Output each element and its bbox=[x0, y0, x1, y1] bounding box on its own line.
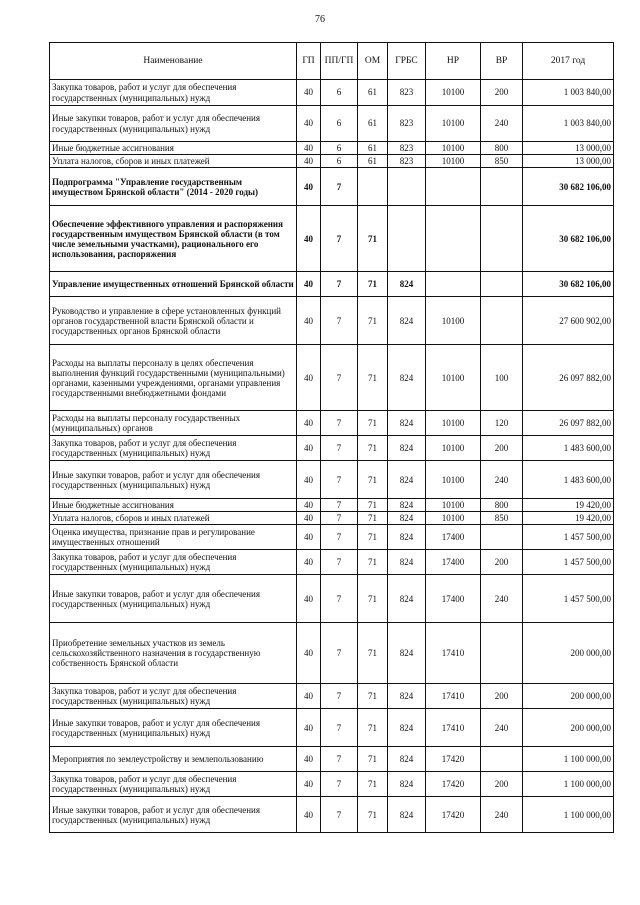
cell-gp: 40 bbox=[297, 436, 321, 461]
cell-om: 71 bbox=[358, 411, 388, 436]
cell-nr: 10100 bbox=[426, 142, 481, 155]
cell-nr: 17400 bbox=[426, 575, 481, 623]
cell-vr: 240 bbox=[481, 106, 523, 142]
table-row bbox=[50, 155, 614, 168]
cell-gp: 40 bbox=[297, 772, 321, 797]
cell-name: Закупка товаров, работ и услуг для обеспечения государственных (муниципальных) нужд bbox=[50, 684, 297, 709]
cell-vr bbox=[481, 525, 523, 550]
cell-om: 71 bbox=[358, 550, 388, 575]
cell-ppgp: 7 bbox=[321, 168, 358, 206]
table-row bbox=[50, 623, 614, 684]
table-row bbox=[50, 709, 614, 747]
cell-om: 61 bbox=[358, 80, 388, 106]
cell-om: 71 bbox=[358, 345, 388, 411]
cell-ppgp: 6 bbox=[321, 106, 358, 142]
cell-vr: 120 bbox=[481, 411, 523, 436]
cell-vr: 200 bbox=[481, 550, 523, 575]
cell-sum: 1 100 000,00 bbox=[523, 747, 614, 772]
cell-nr: 10100 bbox=[426, 411, 481, 436]
header-nr: НР bbox=[426, 43, 481, 80]
cell-ppgp: 7 bbox=[321, 623, 358, 684]
cell-grbs: 824 bbox=[388, 623, 426, 684]
cell-nr: 17420 bbox=[426, 772, 481, 797]
cell-ppgp: 7 bbox=[321, 797, 358, 833]
table-body bbox=[50, 80, 614, 833]
cell-om: 71 bbox=[358, 272, 388, 297]
cell-vr bbox=[481, 168, 523, 206]
cell-om: 71 bbox=[358, 512, 388, 525]
cell-vr: 200 bbox=[481, 772, 523, 797]
cell-gp: 40 bbox=[297, 461, 321, 499]
cell-name: Подпрограмма "Управление государственным имуществом Брянской области" (2014 - 2020 годы) bbox=[50, 168, 297, 206]
cell-sum: 30 682 106,00 bbox=[523, 272, 614, 297]
cell-nr bbox=[426, 206, 481, 272]
cell-ppgp: 7 bbox=[321, 461, 358, 499]
cell-ppgp: 7 bbox=[321, 550, 358, 575]
cell-vr: 800 bbox=[481, 499, 523, 512]
cell-om: 71 bbox=[358, 684, 388, 709]
cell-ppgp: 7 bbox=[321, 575, 358, 623]
cell-grbs: 824 bbox=[388, 436, 426, 461]
cell-sum: 1 457 500,00 bbox=[523, 575, 614, 623]
cell-gp: 40 bbox=[297, 525, 321, 550]
table-row bbox=[50, 512, 614, 525]
cell-grbs: 823 bbox=[388, 106, 426, 142]
cell-ppgp: 7 bbox=[321, 512, 358, 525]
cell-name: Иные бюджетные ассигнования bbox=[50, 499, 297, 512]
cell-grbs: 824 bbox=[388, 772, 426, 797]
cell-om: 71 bbox=[358, 709, 388, 747]
table-row bbox=[50, 550, 614, 575]
cell-gp: 40 bbox=[297, 623, 321, 684]
cell-vr bbox=[481, 297, 523, 345]
table-row bbox=[50, 411, 614, 436]
cell-vr: 200 bbox=[481, 684, 523, 709]
cell-om: 71 bbox=[358, 499, 388, 512]
cell-sum: 19 420,00 bbox=[523, 499, 614, 512]
cell-grbs: 824 bbox=[388, 512, 426, 525]
cell-vr: 240 bbox=[481, 461, 523, 499]
cell-gp: 40 bbox=[297, 684, 321, 709]
cell-name: Закупка товаров, работ и услуг для обеспечения государственных (муниципальных) нужд bbox=[50, 436, 297, 461]
cell-vr bbox=[481, 747, 523, 772]
cell-nr: 10100 bbox=[426, 461, 481, 499]
table-row bbox=[50, 461, 614, 499]
cell-nr: 17400 bbox=[426, 550, 481, 575]
cell-vr: 800 bbox=[481, 142, 523, 155]
table-row bbox=[50, 345, 614, 411]
cell-grbs: 824 bbox=[388, 272, 426, 297]
cell-vr: 240 bbox=[481, 575, 523, 623]
cell-om: 61 bbox=[358, 106, 388, 142]
cell-gp: 40 bbox=[297, 155, 321, 168]
cell-vr: 100 bbox=[481, 345, 523, 411]
cell-nr bbox=[426, 168, 481, 206]
cell-name: Закупка товаров, работ и услуг для обеспечения государственных (муниципальных) нужд bbox=[50, 80, 297, 106]
header-vr: ВР bbox=[481, 43, 523, 80]
cell-om: 61 bbox=[358, 142, 388, 155]
cell-om: 61 bbox=[358, 155, 388, 168]
cell-om bbox=[358, 168, 388, 206]
cell-sum: 200 000,00 bbox=[523, 623, 614, 684]
cell-grbs bbox=[388, 206, 426, 272]
cell-nr: 10100 bbox=[426, 499, 481, 512]
cell-nr: 10100 bbox=[426, 436, 481, 461]
cell-gp: 40 bbox=[297, 797, 321, 833]
cell-grbs: 824 bbox=[388, 747, 426, 772]
cell-sum: 30 682 106,00 bbox=[523, 168, 614, 206]
cell-grbs: 824 bbox=[388, 345, 426, 411]
cell-om: 71 bbox=[358, 297, 388, 345]
table-row bbox=[50, 272, 614, 297]
cell-ppgp: 7 bbox=[321, 499, 358, 512]
cell-grbs: 824 bbox=[388, 550, 426, 575]
cell-grbs: 824 bbox=[388, 499, 426, 512]
cell-vr bbox=[481, 206, 523, 272]
cell-gp: 40 bbox=[297, 345, 321, 411]
cell-gp: 40 bbox=[297, 512, 321, 525]
cell-nr: 17400 bbox=[426, 525, 481, 550]
cell-ppgp: 7 bbox=[321, 709, 358, 747]
table-row bbox=[50, 575, 614, 623]
cell-om: 71 bbox=[358, 525, 388, 550]
table-row bbox=[50, 80, 614, 106]
cell-ppgp: 7 bbox=[321, 345, 358, 411]
cell-grbs: 824 bbox=[388, 525, 426, 550]
cell-ppgp: 7 bbox=[321, 747, 358, 772]
cell-name: Уплата налогов, сборов и иных платежей bbox=[50, 512, 297, 525]
cell-om: 71 bbox=[358, 797, 388, 833]
cell-nr: 17420 bbox=[426, 747, 481, 772]
cell-name: Иные бюджетные ассигнования bbox=[50, 142, 297, 155]
cell-ppgp: 7 bbox=[321, 436, 358, 461]
cell-gp: 40 bbox=[297, 272, 321, 297]
table-row bbox=[50, 684, 614, 709]
cell-grbs: 824 bbox=[388, 797, 426, 833]
cell-sum: 13 000,00 bbox=[523, 155, 614, 168]
cell-om: 71 bbox=[358, 461, 388, 499]
cell-name: Управление имущественных отношений Брянской области bbox=[50, 272, 297, 297]
cell-om: 71 bbox=[358, 206, 388, 272]
cell-om: 71 bbox=[358, 623, 388, 684]
cell-vr bbox=[481, 623, 523, 684]
cell-nr: 17410 bbox=[426, 684, 481, 709]
cell-name: Расходы на выплаты персоналу в целях обеспечения выполнения функций государственными (муниципальными) органами, казенными учреждениями, органами управления государственными внебюджетными фондами bbox=[50, 345, 297, 411]
cell-ppgp: 7 bbox=[321, 272, 358, 297]
cell-gp: 40 bbox=[297, 747, 321, 772]
cell-name: Иные закупки товаров, работ и услуг для обеспечения государственных (муниципальных) нужд bbox=[50, 797, 297, 833]
table-row bbox=[50, 797, 614, 833]
table-row bbox=[50, 747, 614, 772]
cell-om: 71 bbox=[358, 772, 388, 797]
cell-vr: 850 bbox=[481, 155, 523, 168]
cell-grbs: 824 bbox=[388, 411, 426, 436]
cell-ppgp: 7 bbox=[321, 525, 358, 550]
cell-sum: 27 600 902,00 bbox=[523, 297, 614, 345]
cell-gp: 40 bbox=[297, 206, 321, 272]
cell-ppgp: 6 bbox=[321, 155, 358, 168]
cell-gp: 40 bbox=[297, 142, 321, 155]
cell-grbs: 823 bbox=[388, 80, 426, 106]
header-grbs: ГРБС bbox=[388, 43, 426, 80]
cell-gp: 40 bbox=[297, 575, 321, 623]
cell-ppgp: 7 bbox=[321, 297, 358, 345]
cell-nr: 10100 bbox=[426, 512, 481, 525]
cell-name: Иные закупки товаров, работ и услуг для обеспечения государственных (муниципальных) нужд bbox=[50, 709, 297, 747]
cell-gp: 40 bbox=[297, 550, 321, 575]
table-row bbox=[50, 106, 614, 142]
cell-nr: 17410 bbox=[426, 709, 481, 747]
table-row bbox=[50, 772, 614, 797]
cell-name: Приобретение земельных участков из земель сельскохозяйственного назначения в государственную собственность Брянской области bbox=[50, 623, 297, 684]
cell-name: Уплата налогов, сборов и иных платежей bbox=[50, 155, 297, 168]
cell-grbs: 824 bbox=[388, 297, 426, 345]
cell-grbs: 823 bbox=[388, 142, 426, 155]
budget-table bbox=[49, 42, 614, 833]
cell-sum: 1 100 000,00 bbox=[523, 772, 614, 797]
cell-sum: 200 000,00 bbox=[523, 709, 614, 747]
cell-ppgp: 6 bbox=[321, 142, 358, 155]
header-ppgp: ПП/ГП bbox=[321, 43, 358, 80]
cell-grbs: 824 bbox=[388, 575, 426, 623]
cell-sum: 1 457 500,00 bbox=[523, 550, 614, 575]
cell-gp: 40 bbox=[297, 709, 321, 747]
cell-sum: 1 003 840,00 bbox=[523, 106, 614, 142]
table-row bbox=[50, 206, 614, 272]
cell-gp: 40 bbox=[297, 499, 321, 512]
cell-nr: 17420 bbox=[426, 797, 481, 833]
cell-sum: 13 000,00 bbox=[523, 142, 614, 155]
cell-name: Оценка имущества, признание прав и регулирование имущественных отношений bbox=[50, 525, 297, 550]
cell-name: Иные закупки товаров, работ и услуг для обеспечения государственных (муниципальных) нужд bbox=[50, 575, 297, 623]
cell-name: Руководство и управление в сфере установленных функций органов государственной власти Брянской области и государственных органов Брянской области bbox=[50, 297, 297, 345]
cell-ppgp: 7 bbox=[321, 684, 358, 709]
header-gp: ГП bbox=[297, 43, 321, 80]
table-row bbox=[50, 168, 614, 206]
cell-grbs: 823 bbox=[388, 155, 426, 168]
cell-name: Закупка товаров, работ и услуг для обеспечения государственных (муниципальных) нужд bbox=[50, 550, 297, 575]
cell-grbs: 824 bbox=[388, 709, 426, 747]
cell-name: Мероприятия по землеустройству и землепользованию bbox=[50, 747, 297, 772]
cell-sum: 19 420,00 bbox=[523, 512, 614, 525]
header-row bbox=[50, 43, 614, 80]
cell-grbs: 824 bbox=[388, 684, 426, 709]
cell-vr: 200 bbox=[481, 80, 523, 106]
cell-sum: 1 483 600,00 bbox=[523, 436, 614, 461]
cell-om: 71 bbox=[358, 436, 388, 461]
table-header bbox=[50, 43, 614, 80]
cell-name: Закупка товаров, работ и услуг для обеспечения государственных (муниципальных) нужд bbox=[50, 772, 297, 797]
table-row bbox=[50, 142, 614, 155]
table-row bbox=[50, 436, 614, 461]
cell-sum: 1 100 000,00 bbox=[523, 797, 614, 833]
cell-name: Иные закупки товаров, работ и услуг для обеспечения государственных (муниципальных) нужд bbox=[50, 461, 297, 499]
cell-grbs bbox=[388, 168, 426, 206]
cell-nr bbox=[426, 272, 481, 297]
cell-sum: 200 000,00 bbox=[523, 684, 614, 709]
cell-om: 71 bbox=[358, 747, 388, 772]
cell-vr bbox=[481, 272, 523, 297]
cell-sum: 30 682 106,00 bbox=[523, 206, 614, 272]
cell-sum: 26 097 882,00 bbox=[523, 411, 614, 436]
table-row bbox=[50, 525, 614, 550]
cell-gp: 40 bbox=[297, 411, 321, 436]
cell-gp: 40 bbox=[297, 297, 321, 345]
cell-nr: 10100 bbox=[426, 106, 481, 142]
cell-sum: 1 003 840,00 bbox=[523, 80, 614, 106]
cell-name: Иные закупки товаров, работ и услуг для обеспечения государственных (муниципальных) нужд bbox=[50, 106, 297, 142]
cell-nr: 10100 bbox=[426, 345, 481, 411]
cell-sum: 26 097 882,00 bbox=[523, 345, 614, 411]
cell-gp: 40 bbox=[297, 106, 321, 142]
header-name: Наименование bbox=[50, 43, 297, 80]
table-row bbox=[50, 499, 614, 512]
cell-grbs: 824 bbox=[388, 461, 426, 499]
cell-vr: 200 bbox=[481, 436, 523, 461]
cell-nr: 17410 bbox=[426, 623, 481, 684]
cell-name: Расходы на выплаты персоналу государственных (муниципальных) органов bbox=[50, 411, 297, 436]
cell-nr: 10100 bbox=[426, 155, 481, 168]
cell-vr: 850 bbox=[481, 512, 523, 525]
header-om: ОМ bbox=[358, 43, 388, 80]
cell-ppgp: 7 bbox=[321, 206, 358, 272]
cell-name: Обеспечение эффективного управления и распоряжения государственным имуществом Брянской области (в том числе земельными участками), рационального его использования, распоряжения bbox=[50, 206, 297, 272]
cell-nr: 10100 bbox=[426, 80, 481, 106]
cell-sum: 1 483 600,00 bbox=[523, 461, 614, 499]
cell-ppgp: 6 bbox=[321, 80, 358, 106]
page-number: 76 bbox=[315, 14, 325, 25]
cell-ppgp: 7 bbox=[321, 411, 358, 436]
cell-gp: 40 bbox=[297, 168, 321, 206]
cell-ppgp: 7 bbox=[321, 772, 358, 797]
header-year: 2017 год bbox=[523, 43, 614, 80]
cell-vr: 240 bbox=[481, 797, 523, 833]
table-row bbox=[50, 297, 614, 345]
cell-vr: 240 bbox=[481, 709, 523, 747]
cell-gp: 40 bbox=[297, 80, 321, 106]
cell-om: 71 bbox=[358, 575, 388, 623]
cell-sum: 1 457 500,00 bbox=[523, 525, 614, 550]
cell-nr: 10100 bbox=[426, 297, 481, 345]
